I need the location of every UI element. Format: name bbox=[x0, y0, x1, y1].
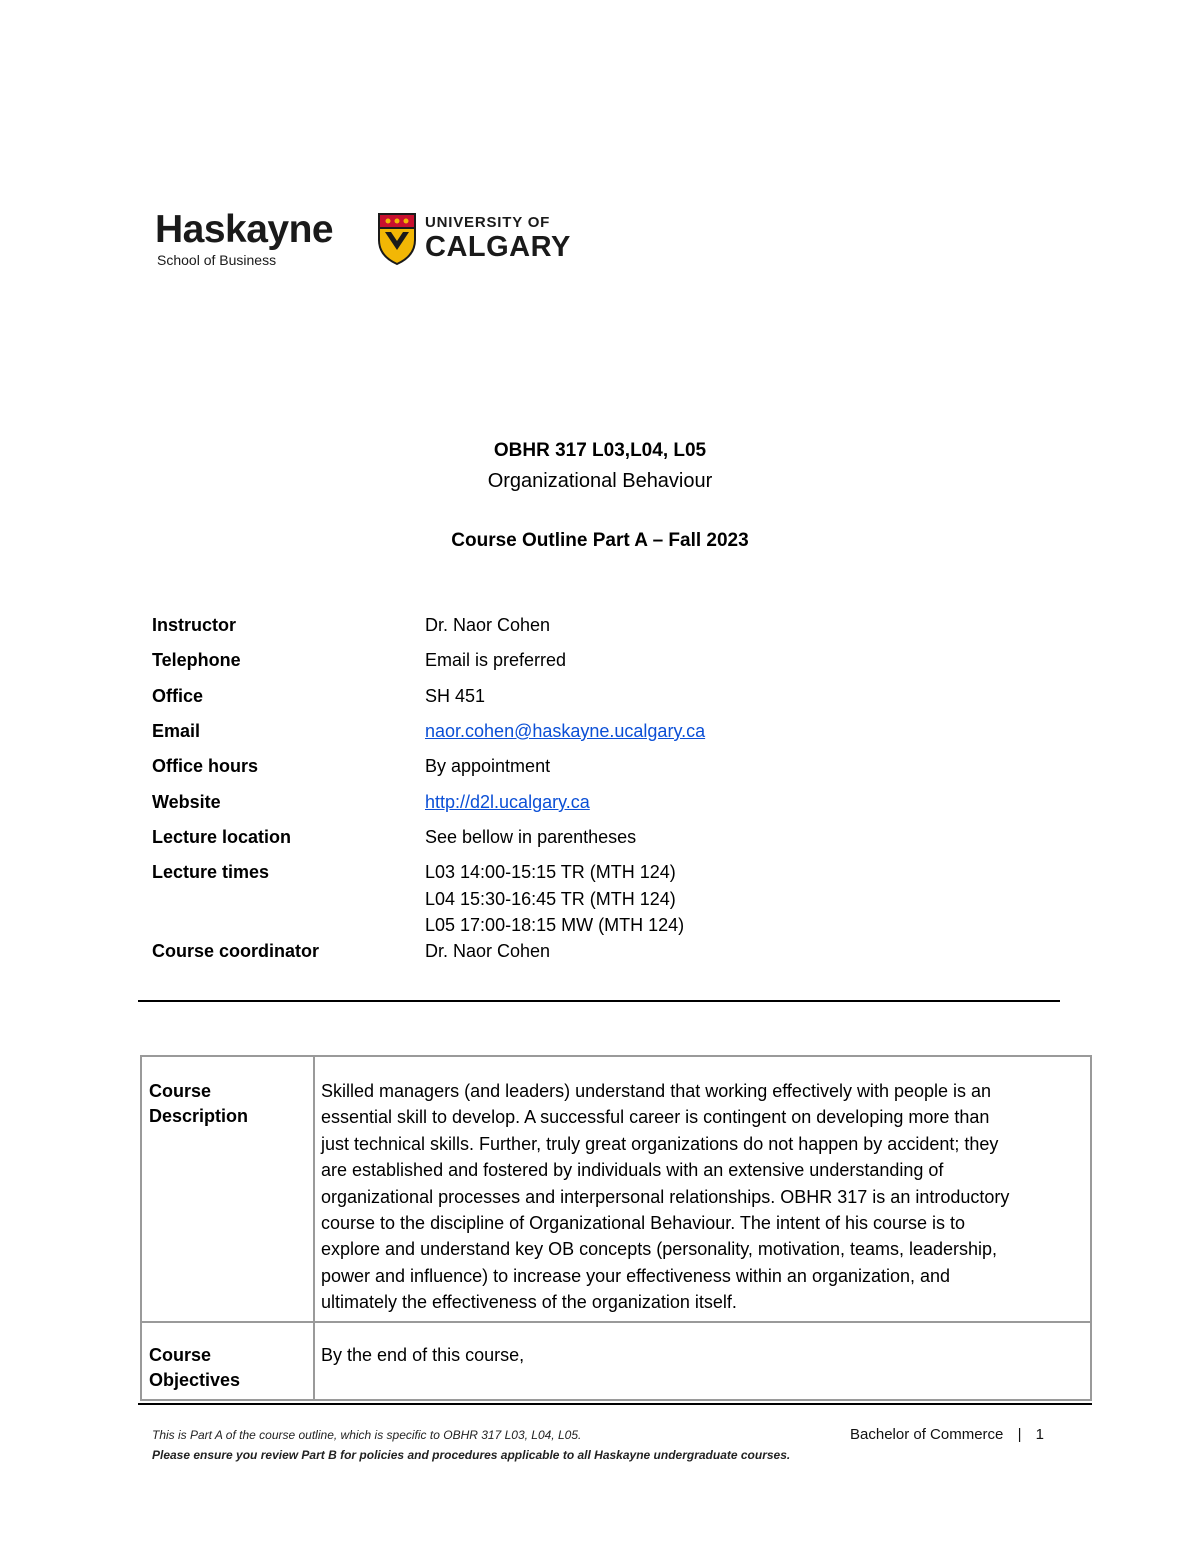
outline-title: Course Outline Part A – Fall 2023 bbox=[451, 530, 749, 551]
course-description-label-line1: Course bbox=[149, 1081, 212, 1101]
description-line: essential skill to develop. A successful career is contingent on developing more than bbox=[321, 1107, 990, 1128]
coordinator-label: Course coordinator bbox=[152, 941, 320, 961]
office-hours-value: By appointment bbox=[425, 756, 551, 776]
office-hours-label: Office hours bbox=[152, 756, 259, 776]
description-line: organizational processes and interpersonal relationships. OBHR 317 is an introductory bbox=[321, 1186, 1010, 1207]
lecture-time-l05: L05 17:00-18:15 MW (MTH 124) bbox=[425, 915, 685, 935]
course-description-label bbox=[149, 1079, 309, 1129]
course-name: Organizational Behaviour bbox=[487, 470, 713, 492]
footer-note-part-b: Please ensure you review Part B for policies and procedures applicable to all Haskayne undergraduate courses. bbox=[152, 1448, 791, 1462]
course-objectives-label-line1: Course bbox=[149, 1345, 212, 1365]
course-objectives-text: By the end of this course, bbox=[321, 1345, 525, 1365]
description-line: just technical skills. Further, truly great organizations do not happen by accident; they bbox=[321, 1133, 999, 1154]
telephone-label: Telephone bbox=[152, 650, 241, 670]
university-logo-line1: UNIVERSITY OF bbox=[425, 214, 551, 231]
course-info-table bbox=[140, 1055, 1092, 1401]
lecture-time-l04: L04 15:30-16:45 TR (MTH 124) bbox=[425, 889, 676, 909]
footer-page-info bbox=[850, 1426, 1054, 1443]
footer-divider bbox=[138, 1403, 1092, 1405]
table-row-divider bbox=[142, 1321, 1090, 1323]
description-line: power and influence) to increase your effectiveness within an organization, and bbox=[321, 1265, 951, 1286]
lecture-location-label: Lecture location bbox=[152, 827, 292, 847]
table-column-divider bbox=[313, 1057, 315, 1399]
lecture-location-value: See bellow in parentheses bbox=[425, 827, 637, 847]
footer-program: Bachelor of Commerce bbox=[850, 1426, 1004, 1443]
haskayne-logo bbox=[155, 208, 345, 272]
course-code-title: OBHR 317 L03,L04, L05 bbox=[493, 440, 707, 461]
course-objectives-label-line2: Objectives bbox=[149, 1370, 241, 1390]
lecture-times-label: Lecture times bbox=[152, 862, 270, 882]
page-number: 1 bbox=[1035, 1426, 1044, 1443]
course-description-text bbox=[321, 1078, 1081, 1316]
instructor-value: Dr. Naor Cohen bbox=[425, 615, 551, 635]
footer-separator: | bbox=[1017, 1426, 1022, 1443]
haskayne-logo-subtitle: School of Business bbox=[157, 252, 277, 268]
university-crest-icon bbox=[377, 210, 417, 266]
coordinator-value: Dr. Naor Cohen bbox=[425, 941, 551, 961]
website-label: Website bbox=[152, 792, 221, 812]
description-line: explore and understand key OB concepts (personality, motivation, teams, leadership, bbox=[321, 1239, 998, 1260]
course-objectives-label bbox=[149, 1343, 309, 1393]
website-link[interactable]: http://d2l.ucalgary.ca bbox=[425, 792, 590, 812]
university-logo-text bbox=[425, 214, 571, 262]
university-logo-line2: CALGARY bbox=[425, 231, 571, 263]
description-line: ultimately the effectiveness of the organization itself. bbox=[321, 1292, 737, 1313]
description-line: are established and fostered by individuals with an extensive understanding of bbox=[321, 1160, 944, 1181]
office-value: SH 451 bbox=[425, 686, 486, 706]
section-divider bbox=[138, 1000, 1060, 1002]
office-label: Office bbox=[152, 686, 204, 706]
instructor-label: Instructor bbox=[152, 615, 237, 635]
email-link[interactable]: naor.cohen@haskayne.ucalgary.ca bbox=[425, 721, 706, 741]
haskayne-logo-name: Haskayne bbox=[155, 208, 334, 251]
telephone-value: Email is preferred bbox=[425, 650, 567, 670]
course-description-label-line2: Description bbox=[149, 1106, 249, 1126]
description-line: Skilled managers (and leaders) understand that working effectively with people is an bbox=[321, 1081, 992, 1101]
lecture-time-l03: L03 14:00-15:15 TR (MTH 124) bbox=[425, 862, 676, 882]
footer-note-part-a: This is Part A of the course outline, which is specific to OBHR 317 L03, L04, L05. bbox=[152, 1428, 582, 1442]
email-label: Email bbox=[152, 721, 201, 741]
description-line: course to the discipline of Organizational Behaviour. The intent of his course is to bbox=[321, 1213, 966, 1234]
